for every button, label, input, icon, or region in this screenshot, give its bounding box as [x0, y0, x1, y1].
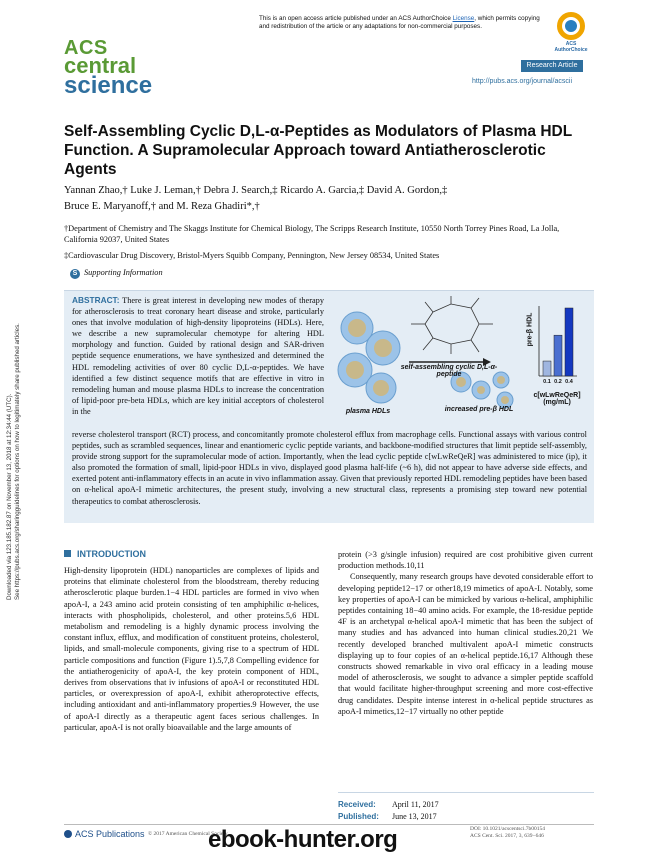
label-plasma-hdls: plasma HDLs [345, 408, 391, 415]
received-label: Received: [338, 800, 376, 809]
acs-publications-logo [64, 829, 145, 839]
x-tick-0.2: 0.2 [554, 379, 562, 385]
chart-y-axis-label: pre-β HDL [526, 312, 534, 347]
x-tick-0.4: 0.4 [565, 379, 573, 385]
abstract-text-part2: reverse cholesterol transport (RCT) process, and concomitantly promote cholesterol efflux from macrophage cells. Functional assays with various control peptides, such as scrambled sequences, linear and enantiomeric cyclic peptide variants, and backbone-modified structures that limit peptide self-assembly, provide strong support for the supramolecular mode of action. Importantly, when the lead cyclic peptide c[wLwReQeR] was administered to mice (ip), it also promoted the formation of small, lipid-poor HDLs in vivo, displayed good plasma half-life (~6 h), did not appear to have adverse side effects, and exerted potent anti-inflammatory effects in an acute in vivo inflammation assay. Given that previously reported HDL remodeling peptides have been based on α-helical apoA-I mimetic architectures, the present study, involving a new structural class, represents a promising step toward new potential therapeutics to combat atherosclerosis. [72, 430, 587, 506]
download-notice [4, 270, 24, 600]
bar-chart-bars [543, 308, 573, 376]
affiliation-1: †Department of Chemistry and The Skaggs Institute for Chemical Biology, The Scripps Research Institute, 10550 North Torrey Pines Road, La Jolla, California 92037, United States [64, 224, 560, 244]
affiliation-2: ‡Cardiovascular Drug Discovery, Bristol-Myers Squibb Company, Pennington, New Jersey 08534, United States [64, 251, 440, 260]
article-dates [338, 792, 594, 823]
footer-citation-text: ACS Cent. Sci. 2017, 3, 639−646 [470, 833, 544, 839]
received-row [338, 799, 594, 811]
introduction-right-column [338, 549, 593, 717]
supporting-info-link[interactable] [70, 268, 163, 279]
bar-0.2 [554, 335, 562, 376]
footer-copyright: © 2017 American Chemical Society [148, 831, 228, 837]
authorchoice-badge [551, 12, 591, 53]
published-date: June 13, 2017 [392, 812, 437, 821]
authorchoice-label: ACS AuthorChoice [554, 41, 588, 53]
footer-divider [64, 824, 594, 825]
open-access-notice [259, 15, 541, 31]
article-type-badge: Research Article [521, 60, 583, 72]
published-row [338, 811, 594, 823]
section-marker-icon [64, 550, 71, 557]
introduction-left-column: High-density lipoprotein (HDL) nanoparticles are complexes of lipids and proteins that eliminate cholesterol from the bloodstream, thereby reducing atherosclerotic plaque burden.1−4 HDL particles are formed in vivo when apoA-I, a 243 amino acid protein consisting of ten amphiphilic α-helices, interacts with phospholipids, cholesterol, and other proteins.5,6 HDL metabolism and remodeling is a highly dynamic process involving the constant influx, efflux, and modification of constituent proteins, cholesterol, lipids, and small-molecule components, giving rise to a spectrum of HDL particle compositions and function (Figure 1).5,7,8 Compelling evidence for the antiatherogenicity of apoA-I, the key protein component of HDL, derives from observations that iv infusions of apoA-I or reconstituted HDL particles, or overexpression of apoA-I, exhibit atheroprotective effects, including antioxidant and anti-inflammatory properties.9 However, the use of apoA-I directly as a therapeutic agent faces serious challenges. In particular, apoA-I is not orally bioavailable and the large amounts of [64, 566, 319, 732]
logo-science: science [64, 72, 153, 100]
article-title: Self-Assembling Cyclic D,L-α-Peptides as Modulators of Plasma HDL Function. A Supramolecular Approach toward Antiatherosclerotic Agents [64, 123, 572, 178]
journal-logo [64, 37, 153, 100]
logo-acs: ACS [64, 37, 108, 59]
logo-central: central [64, 53, 137, 79]
footer-doi[interactable]: DOI: 10.1021/acscentsci.7b00154 [470, 826, 545, 832]
license-link[interactable]: License [452, 15, 475, 22]
hdl-particles-left [338, 312, 400, 403]
intro-right-paragraph-1: protein (>3 g/single infusion) required are cost prohibitive given current production methods.10,11 [338, 550, 593, 571]
abstract-text-part1: There is great interest in developing new modes of therapy for atherosclerosis to treat coronary heart disease and stroke, particularly ones that involve modulation of high-density lipoproteins (HDLs). Here, we describe a new supramolecular chemotype for altering HDL morphology and function. Guided by rational design and SAR-driven peptide sequence enumerations, we have synthesized and determined the HDL remodeling activities of over 80 cyclic D,L-α-peptides. We have identified a few distinct sequence motifs that are effective in vitro in remodeling human and mouse plasma HDLs to increase the concentration of lipid-poor pre-beta HDLs, which are key initial acceptors of cholesterol in the [72, 296, 324, 416]
received-date: April 11, 2017 [392, 800, 439, 809]
bar-0.4 [565, 308, 573, 376]
acs-logo-icon [64, 830, 72, 838]
chart-x-axis-label: c[wLwReQeR] (mg/mL) [533, 392, 581, 406]
open-access-text-2: , which permits copying and redistribution of the article or any adaptations for non-commercial purposes. [259, 15, 540, 30]
footer-citation [470, 826, 545, 840]
cyclic-peptide-structure [411, 296, 493, 354]
watermark: ebook-hunter.org [208, 826, 398, 852]
abstract-heading: ABSTRACT: [72, 295, 120, 305]
author-list [64, 183, 594, 215]
download-notice-line2: See https://pubs.acs.org/sharingguidelines for options on how to legitimately share published articles. [14, 323, 21, 600]
label-increased-pre-beta: increased pre-β HDL [444, 406, 514, 413]
published-label: Published: [338, 812, 379, 821]
author-line-1-text: Yannan Zhao,† Luke J. Leman,† Debra J. Search,‡ Ricardo A. Garcia,‡ David A. Gordon,‡ [64, 185, 448, 196]
author-line-1 [64, 183, 594, 199]
x-tick-0.1: 0.1 [543, 379, 551, 385]
label-self-assembling: self-assembling cyclic D,L-α-peptide [400, 364, 498, 378]
introduction-heading-text: INTRODUCTION [77, 549, 146, 559]
download-notice-line1: Downloaded via 123.185.182.87 on November 13, 2018 at 12:34:44 (UTC). [6, 393, 13, 600]
intro-right-paragraph-2: Consequently, many research groups have devoted considerable effort to developing peptide12−17 or other18,19 mimetics of apoA-I. Notably, some key properties of apoA-I can be mimicked by various α-helical, amphiphilic peptides containing 18−40 amino acids. For example, the 18-residue peptide 4F is an archetypal α-helical apoA-I mimetic that has been the subject of many studies and has advanced into human clinical studies.20,21 We recently developed branched multivalent apoA-I mimetic constructs displaying up to four copies of an α-helical peptide.16,17 Although these constructs showed remarkable in vivo oral efficacy in a leading mouse model of atherosclerosis, we sought to advance a simpler peptide scaffold that would facilitate higher-throughput screening and more cost-effective drug candidates. Despite intense interest in α-helical peptide structures as apoA-I mimetics,12−17 virtually no other peptide [338, 572, 593, 716]
introduction-heading [64, 549, 146, 559]
author-line-2: Bruce E. Maryanoff,† and M. Reza Ghadiri*,† [64, 201, 260, 212]
toc-graphic [333, 296, 587, 426]
journal-url-link[interactable]: http://pubs.acs.org/journal/acscii [472, 78, 572, 85]
abstract-left-text [72, 295, 324, 417]
bar-0.1 [543, 361, 551, 376]
acs-publications-text: ACS Publications [75, 829, 145, 839]
supporting-info-label: Supporting Information [84, 268, 163, 277]
open-access-icon [557, 12, 585, 40]
supporting-info-icon: S [70, 269, 80, 279]
open-access-text-1: This is an open access article published under an ACS AuthorChoice [259, 15, 451, 22]
